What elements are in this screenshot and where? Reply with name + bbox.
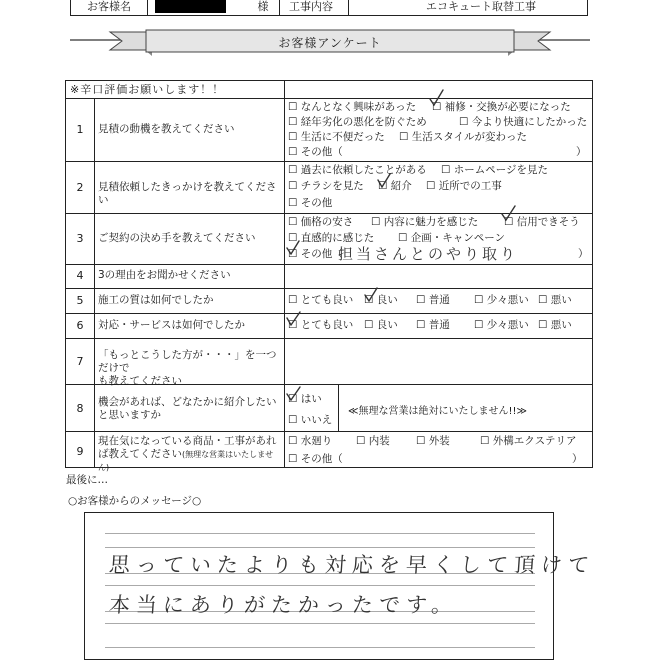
q6-text: 対応・サービスは如何でしたか [98, 319, 245, 331]
q6-option-3[interactable]: ☐ 普通 [416, 319, 450, 331]
q2-number: 2 [76, 181, 84, 194]
q8-number: 8 [76, 402, 84, 415]
q1-option-2[interactable]: ☐ 補修・交換が必要になった [432, 101, 571, 113]
q5-option-5[interactable]: ☐ 悪い [538, 294, 572, 306]
q1-option-other[interactable]: ☐ その他（ [288, 146, 343, 158]
work-label: 工事内容 [289, 0, 333, 13]
q1-option-6[interactable]: ☐ 生活スタイルが変わった [399, 131, 527, 143]
q2-option-1[interactable]: ☐ 過去に依頼したことがある [288, 164, 427, 176]
q7-number: 7 [76, 355, 84, 368]
q7-text-line2: も教えてください [98, 375, 182, 387]
q2-option-3[interactable]: ☐ チラシを見た [288, 180, 364, 192]
work-value: エコキュート取替工事 [426, 0, 536, 13]
q3-option-4[interactable]: ☐ 直感的に感じた [288, 232, 375, 244]
q3-option-1[interactable]: ☐ 価格の安さ [288, 216, 354, 228]
check-icon-q3-other [287, 241, 299, 254]
check-icon-q6 [287, 312, 300, 325]
last-label: 最後に… [66, 474, 108, 486]
q3-other-close: ） [578, 248, 589, 260]
q8-option-no[interactable]: ☐ いいえ [288, 414, 333, 426]
q6-option-4[interactable]: ☐ 少々悪い [474, 319, 529, 331]
q1-other-close: ） [576, 146, 587, 158]
q9-text-small: (無理な営業はいたしません) [98, 450, 274, 472]
banner-title: お客様アンケート [278, 36, 382, 50]
q1-option-4[interactable]: ☐ 今より快適にしたかった [459, 116, 588, 128]
q6-option-5[interactable]: ☐ 悪い [538, 319, 572, 331]
q1-option-5[interactable]: ☐ 生活に不便だった [288, 131, 385, 143]
q5-option-2[interactable]: ☐ 良い [364, 294, 398, 306]
q9-option-2[interactable]: ☐ 内装 [356, 435, 390, 447]
q2-text: 見積依頼したきっかけを教えてください [98, 181, 277, 206]
q3-text: ご契約の決め手を教えてください [98, 232, 256, 244]
q1-text: 見積の動機を教えてください [98, 123, 235, 135]
q5-option-1[interactable]: ☐ とても良い [288, 294, 354, 306]
handwritten-message-line2: 本当にありがたかったです。 [108, 593, 460, 617]
check-icon-q5 [365, 288, 377, 301]
q8-option-yes[interactable]: ☐ はい [288, 393, 322, 405]
check-icon-q3-trust [502, 206, 515, 220]
q8-text-line1: 機会があれば、どなたかに紹介したい [98, 396, 277, 408]
q2-option-4[interactable]: ☐ 紹介 [378, 180, 412, 192]
q1-option-1[interactable]: ☐ なんとなく興味があった [288, 101, 417, 113]
q3-option-5[interactable]: ☐ 企画・キャンペーン [398, 232, 506, 244]
q9-number: 9 [76, 445, 84, 458]
q9-option-1[interactable]: ☐ 水廻り [288, 435, 333, 447]
q6-number: 6 [76, 319, 84, 332]
check-icon-q1 [430, 90, 443, 105]
honorific: 様 [257, 0, 269, 13]
survey-title: ※辛口評価お願いします！！ [70, 83, 225, 96]
q9-text-line2: ば教えてください(無理な営業はいたしません) [98, 448, 274, 472]
q5-text: 施工の質は如何でしたか [98, 294, 214, 306]
q9-option-4[interactable]: ☐ 外構エクステリア [480, 435, 577, 447]
q3-option-2[interactable]: ☐ 内容に魅力を感じた [371, 216, 479, 228]
q3-option-3[interactable]: ☐ 信用できそう [504, 216, 580, 228]
q9-option-3[interactable]: ☐ 外装 [416, 435, 450, 447]
q8-note: ≪無理な営業は絶対にいたしません!!≫ [348, 406, 527, 417]
check-icon-q8 [287, 387, 300, 400]
customer-label: お客様名 [87, 0, 131, 13]
q8-text-line2: と思いますか [98, 409, 161, 421]
q5-option-3[interactable]: ☐ 普通 [416, 294, 450, 306]
q4-text: 3の理由をお聞かせください [98, 269, 231, 281]
q7-text-line1: 「もっとこうした方が・・・」を一つだけで [98, 349, 277, 374]
q6-option-1[interactable]: ☐ とても良い [288, 319, 354, 331]
q2-option-5[interactable]: ☐ 近所での工事 [426, 180, 502, 192]
message-box [84, 512, 596, 660]
handwritten-message-line1: 思っていたよりも対応を早くして頂けて [108, 553, 596, 577]
q6-option-2[interactable]: ☐ 良い [364, 319, 398, 331]
message-label: ○お客様からのメッセージ○ [68, 495, 202, 507]
q3-option-other[interactable]: ☐ その他（ [288, 248, 343, 260]
q9-other-close: ） [572, 453, 583, 465]
q3-handwritten-other: 担当さんとのやり取り [338, 245, 519, 263]
q9-text-line1: 現在気になっている商品・工事があれ [98, 435, 277, 447]
q1-number: 1 [76, 123, 84, 136]
q4-number: 4 [76, 269, 84, 282]
q3-number: 3 [76, 232, 84, 245]
q1-option-3[interactable]: ☐ 経年劣化の悪化を防ぐため [288, 116, 427, 128]
q5-option-4[interactable]: ☐ 少々悪い [474, 294, 529, 306]
q9-option-other[interactable]: ☐ その他（ [288, 453, 343, 465]
check-icon-q2 [378, 174, 390, 187]
q2-option-other[interactable]: ☐ その他 [288, 197, 333, 209]
q5-number: 5 [76, 294, 84, 307]
q2-option-2[interactable]: ☐ ホームページを見た [441, 164, 549, 176]
